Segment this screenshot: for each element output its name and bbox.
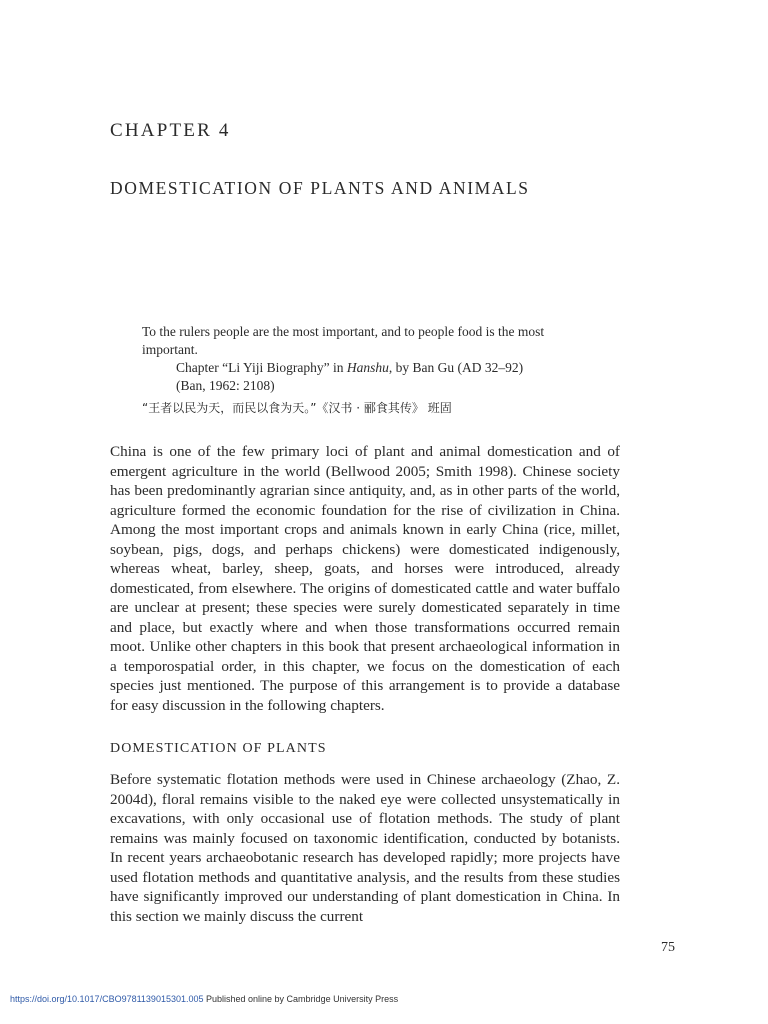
- epigraph-source-line: [176, 359, 602, 377]
- doi-link[interactable]: https://doi.org/10.1017/CBO9781139015301.005: [10, 994, 204, 1004]
- epigraph: [142, 323, 602, 418]
- body-paragraph: Before systematic flotation methods were used in Chinese archaeology (Zhao, Z. 2004d), floral remains visible to the naked eye were collected unsystematically in excavations, with only occasional use of flotation methods. The study of plant remains was mainly focused on taxonomic identification, conducted by botanists. In recent years archaeobotanic research has developed rapidly; more projects have used flotation methods and quantitative analysis, and the results from these studies have significantly improved our understanding of plant domestication in China. In this section we mainly discuss the current: [110, 771, 620, 925]
- epigraph-source-citation: (Ban, 1962: 2108): [176, 377, 275, 393]
- section-heading: DOMESTICATION OF PLANTS: [110, 741, 327, 756]
- body-paragraph: China is one of the few primary loci of plant and animal domestication and of emergent agriculture in the world (Bellwood 2005; Smith 1998). Chinese society has been predominantly agrarian since antiquity, and, as in other parts of the world, agriculture formed the economic foundation for the rise of civilization in China. Among the most important crops and animals known in early China (rice, millet, soybean, pigs, dogs, and perhaps chickens) were domesticated indigenously, whereas wheat, barley, sheep, goats, and horses were introduced, already domesticated, from elsewhere. The origins of domesticated cattle and water buffalo are unclear at present; these species were surely domesticated separately in time and place, but exactly where and when those transformations occurred remain moot. Unlike other chapters in this book that present archaeological information in a temporospatial order, in this chapter, we focus on the domestication of each species just mentioned. The purpose of this arrangement is to provide a database for easy discussion in the following chapters.: [110, 443, 620, 714]
- publisher-note: Published online by Cambridge University Press: [203, 994, 399, 1004]
- epigraph-source-prefix: Chapter “Li Yiji Biography” in: [176, 360, 347, 375]
- epigraph-quote: To the rulers people are the most important, and to people food is the most important.: [142, 324, 545, 357]
- footer: [10, 994, 398, 1004]
- epigraph-source-suffix: , by Ban Gu (AD 32–92): [388, 360, 524, 375]
- epigraph-source: [176, 359, 602, 394]
- epigraph-chinese-original: “王者以民为天，而民以食为天。”《汉书 · 郦食其传》 班固: [142, 401, 452, 415]
- chapter-label: CHAPTER 4: [110, 120, 231, 141]
- epigraph-source-work: Hanshu: [346, 360, 389, 375]
- chapter-title: DOMESTICATION OF PLANTS AND ANIMALS: [110, 178, 530, 198]
- page-number: 75: [661, 940, 675, 955]
